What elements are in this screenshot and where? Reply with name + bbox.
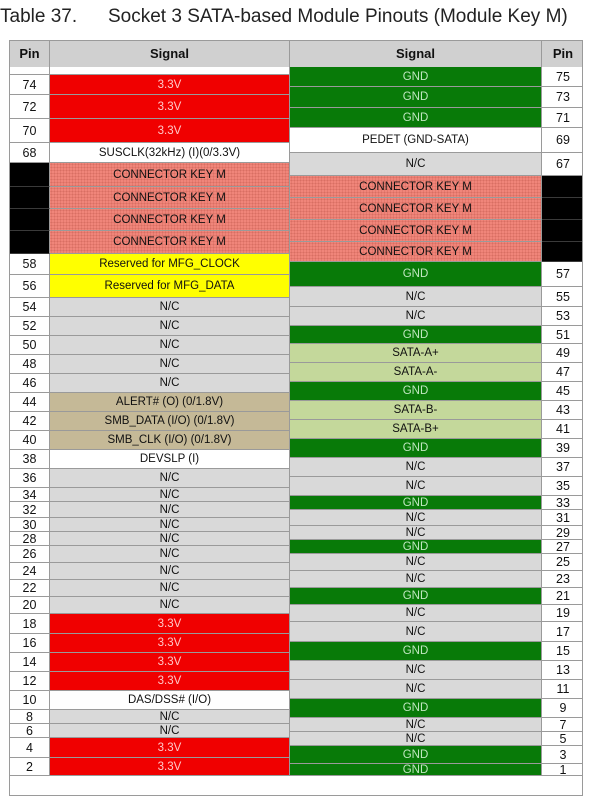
right-signal-gnd: GND	[290, 642, 542, 661]
right-signal-nc: N/C	[290, 622, 542, 642]
left-pin-number	[10, 187, 50, 209]
left-pin-number: 68	[10, 143, 50, 163]
left-pin-number: 46	[10, 374, 50, 393]
right-pin-number: 43	[542, 401, 583, 420]
right-pin-number: 9	[542, 699, 583, 718]
table-caption	[0, 0, 568, 36]
left-signal-nc: N/C	[50, 518, 290, 532]
right-pin-number	[542, 198, 583, 220]
left-signal-nc: N/C	[50, 488, 290, 502]
right-pin-number: 23	[542, 571, 583, 588]
left-pin-number: 10	[10, 691, 50, 710]
left-pin-number: 12	[10, 672, 50, 691]
left-signal-tan: SMB_DATA (I/O) (0/1.8V)	[50, 412, 290, 431]
right-signal-gnd: GND	[290, 699, 542, 718]
left-pin-number: 34	[10, 488, 50, 502]
left-signal-nc: N/C	[50, 580, 290, 597]
right-pin-number: 17	[542, 622, 583, 642]
left-pin-number: 4	[10, 738, 50, 758]
left-pin-number: 40	[10, 431, 50, 450]
right-pin-number: 27	[542, 540, 583, 554]
left-signal-yellow: Reserved for MFG_DATA	[50, 275, 290, 298]
left-signal-nc: N/C	[50, 597, 290, 614]
left-pin-number: 28	[10, 532, 50, 546]
left-signal-key: CONNECTOR KEY M	[50, 187, 290, 209]
right-signal-gnd: GND	[290, 588, 542, 605]
right-pin-number: 53	[542, 307, 583, 326]
right-signal-nc: N/C	[290, 680, 542, 699]
right-pin-number: 55	[542, 287, 583, 307]
left-pin-number: 6	[10, 724, 50, 738]
right-signal-nc: N/C	[290, 153, 542, 176]
left-signal-key: CONNECTOR KEY M	[50, 163, 290, 187]
left-pin-number: 52	[10, 317, 50, 336]
right-pin-number	[542, 220, 583, 242]
right-signal-key: CONNECTOR KEY M	[290, 242, 542, 262]
right-signal-gnd: GND	[290, 540, 542, 554]
left-pin-number	[10, 67, 50, 75]
left-signal-nc: N/C	[50, 469, 290, 488]
right-pin-number: 57	[542, 262, 583, 287]
left-signal-white: SUSCLK(32kHz) (I)(0/3.3V)	[50, 143, 290, 163]
left-pin-number: 14	[10, 653, 50, 672]
left-signal-p33: 3.3V	[50, 614, 290, 634]
right-signal-nc: N/C	[290, 718, 542, 732]
right-pin-number: 31	[542, 510, 583, 526]
left-pin-number: 58	[10, 254, 50, 275]
right-pin-number: 29	[542, 526, 583, 540]
left-signal-key: CONNECTOR KEY M	[50, 231, 290, 254]
left-pin-number: 44	[10, 393, 50, 412]
left-signal-nc: N/C	[50, 355, 290, 374]
right-signal-white: PEDET (GND-SATA)	[290, 128, 542, 153]
left-signal-p33: 3.3V	[50, 119, 290, 143]
right-pin-number: 7	[542, 718, 583, 732]
right-pin-number: 39	[542, 439, 583, 458]
left-pin-number: 18	[10, 614, 50, 634]
left-signal-tan: SMB_CLK (I/O) (0/1.8V)	[50, 431, 290, 450]
right-signal-gnd: GND	[290, 67, 542, 87]
left-pin-number: 72	[10, 95, 50, 119]
left-pin-number: 70	[10, 119, 50, 143]
right-pin-number: 13	[542, 661, 583, 680]
left-pin-number: 22	[10, 580, 50, 597]
left-pin-number: 54	[10, 298, 50, 317]
right-pin-number: 45	[542, 382, 583, 401]
right-signal-nc: N/C	[290, 510, 542, 526]
header-right-pin: Pin	[542, 41, 583, 67]
right-signal-sata: SATA-B-	[290, 401, 542, 420]
right-signal-gnd: GND	[290, 439, 542, 458]
left-signal-nc: N/C	[50, 502, 290, 518]
left-pin-number: 48	[10, 355, 50, 374]
left-pin-number: 42	[10, 412, 50, 431]
right-pin-number: 3	[542, 746, 583, 764]
left-signal-p33: 3.3V	[50, 653, 290, 672]
left-pin-number: 8	[10, 710, 50, 724]
header-left-signal: Signal	[50, 41, 290, 67]
right-pin-number: 41	[542, 420, 583, 439]
left-signal-p33: 3.3V	[50, 672, 290, 691]
left-signal-white: DEVSLP (I)	[50, 450, 290, 469]
right-pin-number: 35	[542, 477, 583, 496]
right-signal-gnd: GND	[290, 496, 542, 510]
right-pin-number: 19	[542, 605, 583, 622]
right-pin-number: 51	[542, 326, 583, 344]
right-pin-number: 67	[542, 153, 583, 176]
left-pin-number: 50	[10, 336, 50, 355]
left-pin-number	[10, 209, 50, 231]
header-left-pin: Pin	[10, 41, 50, 67]
left-pin-number: 30	[10, 518, 50, 532]
right-signal-gnd: GND	[290, 108, 542, 128]
right-signal-gnd: GND	[290, 87, 542, 108]
right-signal-nc: N/C	[290, 554, 542, 571]
right-signal-nc: N/C	[290, 571, 542, 588]
right-signal-sata: SATA-B+	[290, 420, 542, 439]
left-signal-tan: ALERT# (O) (0/1.8V)	[50, 393, 290, 412]
right-pin-number: 1	[542, 764, 583, 776]
right-signal-key: CONNECTOR KEY M	[290, 176, 542, 198]
left-signal-nc: N/C	[50, 317, 290, 336]
left-pin-number: 38	[10, 450, 50, 469]
left-pin-number: 36	[10, 469, 50, 488]
left-pin-number: 20	[10, 597, 50, 614]
left-signal-p33: 3.3V	[50, 738, 290, 758]
right-signal-nc: N/C	[290, 661, 542, 680]
right-pin-number: 47	[542, 363, 583, 382]
left-signal-nc: N/C	[50, 374, 290, 393]
left-signal-nc: N/C	[50, 336, 290, 355]
right-pin-number: 15	[542, 642, 583, 661]
right-pin-number: 5	[542, 732, 583, 746]
right-signal-gnd: GND	[290, 746, 542, 764]
right-signal-nc: N/C	[290, 526, 542, 540]
right-signal-sata: SATA-A-	[290, 363, 542, 382]
right-signal-nc: N/C	[290, 605, 542, 622]
right-signal-gnd: GND	[290, 764, 542, 776]
right-pin-number: 11	[542, 680, 583, 699]
right-pin-number	[542, 176, 583, 198]
right-signal-sata: SATA-A+	[290, 344, 542, 363]
table-title: Socket 3 SATA-based Module Pinouts (Module Key M)	[108, 6, 568, 27]
right-pin-number: 49	[542, 344, 583, 363]
right-pin-number: 25	[542, 554, 583, 571]
left-signal-nc: N/C	[50, 563, 290, 580]
right-signal-nc: N/C	[290, 732, 542, 746]
left-pin-number	[10, 163, 50, 187]
left-signal-white: DAS/DSS# (I/O)	[50, 691, 290, 710]
left-signal-nc: N/C	[50, 724, 290, 738]
left-signal-p33: 3.3V	[50, 95, 290, 119]
header-right-signal: Signal	[290, 41, 542, 67]
right-pin-number: 71	[542, 108, 583, 128]
right-pin-number: 21	[542, 588, 583, 605]
left-pin-number: 32	[10, 502, 50, 518]
left-signal-p33: 3.3V	[50, 634, 290, 653]
right-pin-number: 73	[542, 87, 583, 108]
right-signal-nc: N/C	[290, 477, 542, 496]
pinout-table	[9, 40, 583, 796]
left-signal-yellow: Reserved for MFG_CLOCK	[50, 254, 290, 275]
right-signal-nc: N/C	[290, 458, 542, 477]
right-signal-gnd: GND	[290, 382, 542, 401]
left-pin-number: 26	[10, 546, 50, 563]
right-pin-number: 33	[542, 496, 583, 510]
right-pin-number: 75	[542, 67, 583, 87]
left-signal-nc: N/C	[50, 546, 290, 563]
right-pin-number: 37	[542, 458, 583, 477]
left-pin-number: 16	[10, 634, 50, 653]
left-signal-nc: N/C	[50, 298, 290, 317]
right-signal-key: CONNECTOR KEY M	[290, 220, 542, 242]
right-signal-nc: N/C	[290, 287, 542, 307]
right-pin-number: 69	[542, 128, 583, 153]
left-signal-key: CONNECTOR KEY M	[50, 209, 290, 231]
left-pin-number	[10, 231, 50, 254]
left-pin-number: 74	[10, 75, 50, 95]
left-signal-p33: 3.3V	[50, 758, 290, 776]
right-signal-gnd: GND	[290, 326, 542, 344]
left-signal-white	[50, 67, 290, 75]
left-pin-number: 56	[10, 275, 50, 298]
right-signal-nc: N/C	[290, 307, 542, 326]
left-signal-nc: N/C	[50, 532, 290, 546]
right-signal-key: CONNECTOR KEY M	[290, 198, 542, 220]
left-signal-p33: 3.3V	[50, 75, 290, 95]
right-signal-gnd: GND	[290, 262, 542, 287]
right-pin-number	[542, 242, 583, 262]
left-pin-number: 24	[10, 563, 50, 580]
table-number: Table 37.	[0, 6, 78, 27]
left-signal-nc: N/C	[50, 710, 290, 724]
left-pin-number: 2	[10, 758, 50, 776]
